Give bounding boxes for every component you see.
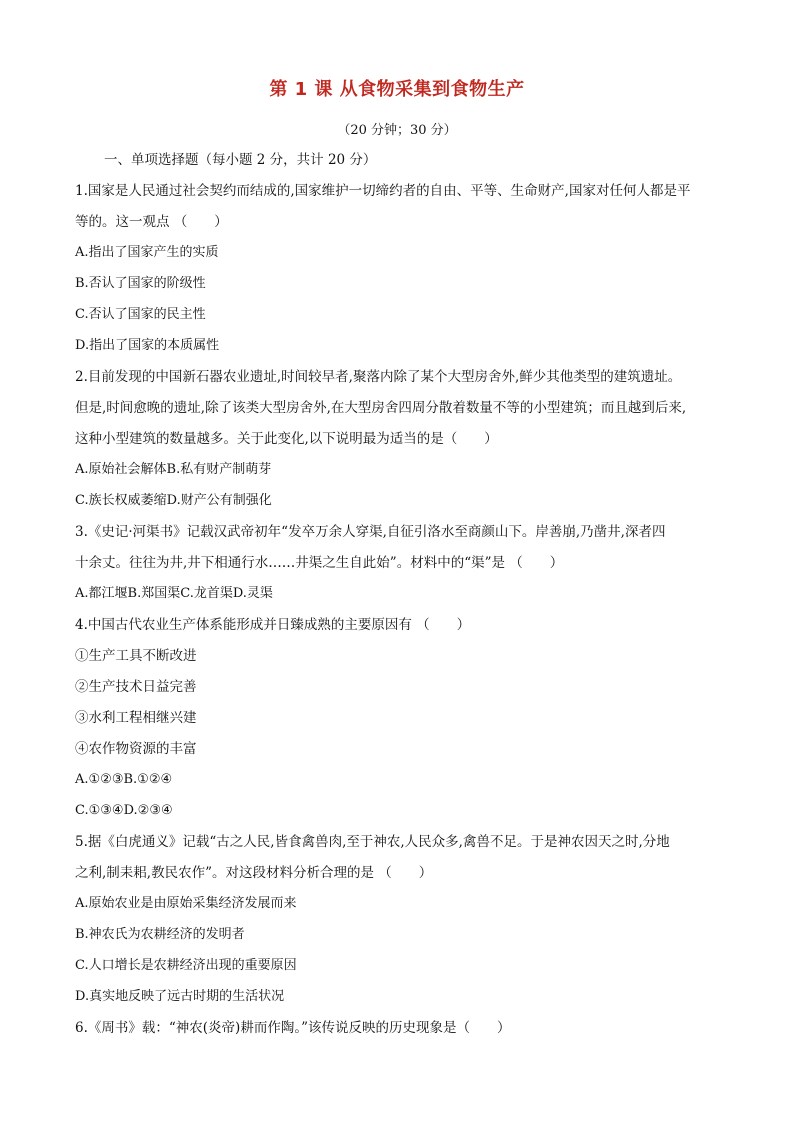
question-2-option-c: C.族长权威萎缩	[75, 493, 167, 508]
question-3-option-b: B.郑国渠	[127, 586, 181, 601]
question-1-option-b: B.否认了国家的阶级性	[75, 276, 206, 291]
question-2-options-row-1	[75, 460, 271, 480]
question-4-option-a: A.①②③	[75, 772, 124, 787]
question-2-option-d: D.财产公有制强化	[166, 493, 272, 508]
lesson-title: 第 1 课 从食物采集到食物生产	[269, 79, 525, 100]
question-2-text-line-3: 这种小型建筑的数量越多。关于此变化,以下说明最为适当的是（ ）	[75, 431, 498, 447]
question-1-option-a: A.指出了国家产生的实质	[75, 245, 219, 260]
question-4-option-b: B.①②④	[123, 772, 173, 787]
question-2-option-b: B.私有财产制萌芽	[166, 462, 272, 477]
question-1-option-c: C.否认了国家的民主性	[75, 307, 206, 322]
question-5-option-b: B.神农氏为农耕经济的发明者	[75, 927, 245, 942]
question-4-item-2: ②生产技术日益完善	[75, 679, 197, 695]
section-heading: 一、单项选择题（每小题 2 分，共计 20 分）	[104, 152, 377, 168]
question-4-options-row-2	[75, 801, 173, 821]
question-5-option-c: C.人口增长是农耕经济出现的重要原因	[75, 958, 297, 973]
question-5-text-line-2: 之利,制耒耜,教民农作”。对这段材料分析合理的是 （ ）	[75, 865, 433, 881]
question-5-option-a: A.原始农业是由原始采集经济发展而来	[75, 896, 297, 911]
question-4-text: 4.中国古代农业生产体系能形成并日臻成熟的主要原因有 （ ）	[75, 617, 471, 633]
question-3-option-c: C.龙首渠	[180, 586, 233, 601]
time-score-note: （20 分钟；30 分）	[337, 123, 457, 138]
question-2-text-line-1: 2.目前发现的中国新石器农业遗址,时间较早者,聚落内除了某个大型房舍外,鲜少其他类型的建筑遗址。	[75, 369, 682, 385]
question-2-options-row-2	[75, 491, 272, 511]
question-6-text: 6.《周书》载：“神农(炎帝)耕而作陶。”该传说反映的历史现象是（ ）	[75, 1020, 511, 1036]
question-3-options-row	[75, 584, 273, 604]
question-5-text-line-1: 5.据《白虎通义》记载“古之人民,皆食禽兽肉,至于神农,人民众多,禽兽不足。于是神农因天之时,分地	[75, 834, 670, 850]
question-4-item-1: ①生产工具不断改进	[75, 648, 197, 664]
question-4-item-4: ④农作物资源的丰富	[75, 741, 197, 757]
question-1-option-d: D.指出了国家的本质属性	[75, 338, 220, 353]
question-3-text-line-2: 十余丈。往往为井,井下相通行水……井渠之生自此始”。材料中的“渠”是 （ ）	[75, 555, 564, 571]
question-4-option-c: C.①③④	[75, 803, 124, 818]
question-1-text-line-1: 1.国家是人民通过社会契约而结成的,国家维护一切缔约者的自由、平等、生命财产,国家对任何人都是平	[75, 183, 691, 199]
question-3-text-line-1: 3.《史记·河渠书》记载汉武帝初年“发卒万余人穿渠,自征引洛水至商颜山下。岸善崩,乃凿井,深者四	[75, 524, 666, 540]
question-3-option-d: D.灵渠	[232, 586, 273, 601]
question-4-options-row-1	[75, 770, 172, 790]
question-4-option-d: D.②③④	[123, 803, 173, 818]
question-3-option-a: A.都江堰	[75, 586, 128, 601]
question-5-option-d: D.真实地反映了远古时期的生活状况	[75, 989, 285, 1004]
question-4-item-3: ③水利工程相继兴建	[75, 710, 197, 726]
question-2-text-line-2: 但是,时间愈晚的遗址,除了该类大型房舍外,在大型房舍四周分散着数量不等的小型建筑；而且越到后来,	[75, 400, 687, 416]
question-1-text-line-2: 等的。这一观点 （ ）	[75, 214, 228, 230]
question-2-option-a: A.原始社会解体	[75, 462, 167, 477]
